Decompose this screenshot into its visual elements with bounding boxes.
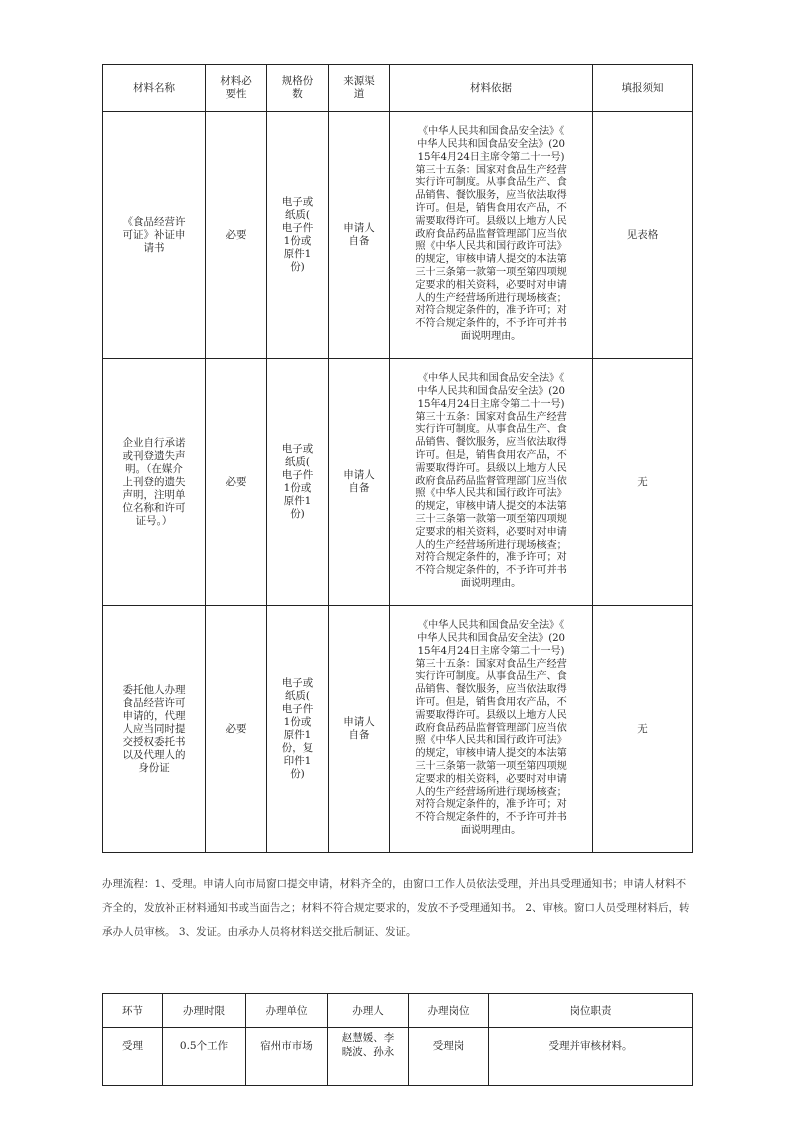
basis-cell: 《中华人民共和国食品安全法》《 中华人民共和国食品安全法》(20 15年4月24日主席令第二十一号) 第三十五条：国家对食品生产经营 实行许可制度。从事食品生产、食 品销售、餐饮服务，应当依法取得 许可。但是，销售食用农产品，不 需要取得许可。县级以上地方人民 政府食品药品监督管理部门应当依 照《中华人民共和国行政许可法》 的规定，审核申请人提交的本法第 三十三条第一款第一项至第四项规 定要求的相关资料，必要时对申请 人的生产经营场所进行现场核查； 对符合规定条件的，准予许可；对 不符合规定条件的，不予许可并书 面说明理由。 bbox=[390, 359, 593, 606]
necessity-cell: 必要 bbox=[206, 606, 267, 853]
stage-cell: 受理 bbox=[103, 1028, 163, 1086]
basis-cell: 《中华人民共和国食品安全法》《 中华人民共和国食品安全法》(20 15年4月24日主席令第二十一号) 第三十五条：国家对食品生产经营 实行许可制度。从事食品生产、食 品销售、餐饮服务，应当依法取得 许可。但是，销售食用农产品，不 需要取得许可。县级以上地方人民 政府食品药品监督管理部门应当依 照《中华人民共和国行政许可法》 的规定，审核申请人提交的本法第 三十三条第一款第一项至第四项规 定要求的相关资料，必要时对申请 人的生产经营场所进行现场核查； 对符合规定条件的，准予许可；对 不符合规定条件的，不予许可并书 面说明理由。 bbox=[390, 606, 593, 853]
table-row bbox=[103, 359, 693, 606]
unit-cell: 宿州市市场 bbox=[246, 1028, 328, 1086]
notes-cell: 无 bbox=[593, 359, 693, 606]
header-handler: 办理人 bbox=[328, 994, 409, 1028]
duty-cell: 受理并审核材料。 bbox=[489, 1028, 693, 1086]
table-row bbox=[103, 112, 693, 359]
material-name-cell: 企业自行承诺 或刊登遗失声 明。（在媒介 上刊登的遗失 声明，注明单 位名称和许可 证号。） bbox=[103, 359, 206, 606]
spec-cell: 电子或 纸质( 电子件 1份或 原件1 份) bbox=[267, 112, 329, 359]
header-time-limit: 办理时限 bbox=[163, 994, 246, 1028]
header-duty: 岗位职责 bbox=[489, 994, 693, 1028]
necessity-cell: 必要 bbox=[206, 112, 267, 359]
handler-cell: 赵慧媛、李 晓波、孙永 bbox=[328, 1028, 409, 1086]
header-notes: 填报须知 bbox=[593, 65, 693, 112]
process-table bbox=[102, 993, 693, 1086]
time-limit-cell: 0.5个工作 bbox=[163, 1028, 246, 1086]
spec-cell: 电子或 纸质( 电子件 1份或 原件1 份) bbox=[267, 359, 329, 606]
materials-header-row bbox=[103, 65, 693, 112]
header-basis: 材料依据 bbox=[390, 65, 593, 112]
source-cell: 申请人 自备 bbox=[329, 606, 390, 853]
header-spec: 规格份 数 bbox=[267, 65, 329, 112]
header-post: 办理岗位 bbox=[409, 994, 489, 1028]
materials-table bbox=[102, 64, 693, 853]
source-cell: 申请人 自备 bbox=[329, 112, 390, 359]
source-cell: 申请人 自备 bbox=[329, 359, 390, 606]
basis-cell: 《中华人民共和国食品安全法》《 中华人民共和国食品安全法》(20 15年4月24日主席令第二十一号) 第三十五条：国家对食品生产经营 实行许可制度。从事食品生产、食 品销售、餐饮服务，应当依法取得 许可。但是，销售食用农产品，不 需要取得许可。县级以上地方人民 政府食品药品监督管理部门应当依 照《中华人民共和国行政许可法》 的规定，审核申请人提交的本法第 三十三条第一款第一项至第四项规 定要求的相关资料，必要时对申请 人的生产经营场所进行现场核查； 对符合规定条件的，准予许可；对 不符合规定条件的，不予许可并书 面说明理由。 bbox=[390, 112, 593, 359]
table-row bbox=[103, 606, 693, 853]
notes-cell: 无 bbox=[593, 606, 693, 853]
material-name-cell: 委托他人办理 食品经营许可 申请的，代理 人应当同时提 交授权委托书 以及代理人的 身份证 bbox=[103, 606, 206, 853]
header-unit: 办理单位 bbox=[246, 994, 328, 1028]
spec-cell: 电子或 纸质( 电子件 1份或 原件1 份，复 印件1 份) bbox=[267, 606, 329, 853]
header-material-name: 材料名称 bbox=[103, 65, 206, 112]
post-cell: 受理岗 bbox=[409, 1028, 489, 1086]
header-stage: 环节 bbox=[103, 994, 163, 1028]
process-header-row bbox=[103, 994, 693, 1028]
necessity-cell: 必要 bbox=[206, 359, 267, 606]
process-description: 办理流程：1、受理。申请人向市局窗口提交申请，材料齐全的，由窗口工作人员依法受理，并出具受理通知书；申请人材料不齐全的，发放补正材料通知书或当面告之；材料不符合规定要求的，发放不予受理通知书。 2、审核。窗口人员受理材料后，转承办人员审核。 3、发证。由承办人员将材料送交批后制证、发证。 bbox=[102, 878, 690, 938]
header-source: 来源渠 道 bbox=[329, 65, 390, 112]
table-row bbox=[103, 1028, 693, 1086]
material-name-cell: 《食品经营许 可证》补证申 请书 bbox=[103, 112, 206, 359]
header-necessity: 材料必 要性 bbox=[206, 65, 267, 112]
notes-cell: 见表格 bbox=[593, 112, 693, 359]
